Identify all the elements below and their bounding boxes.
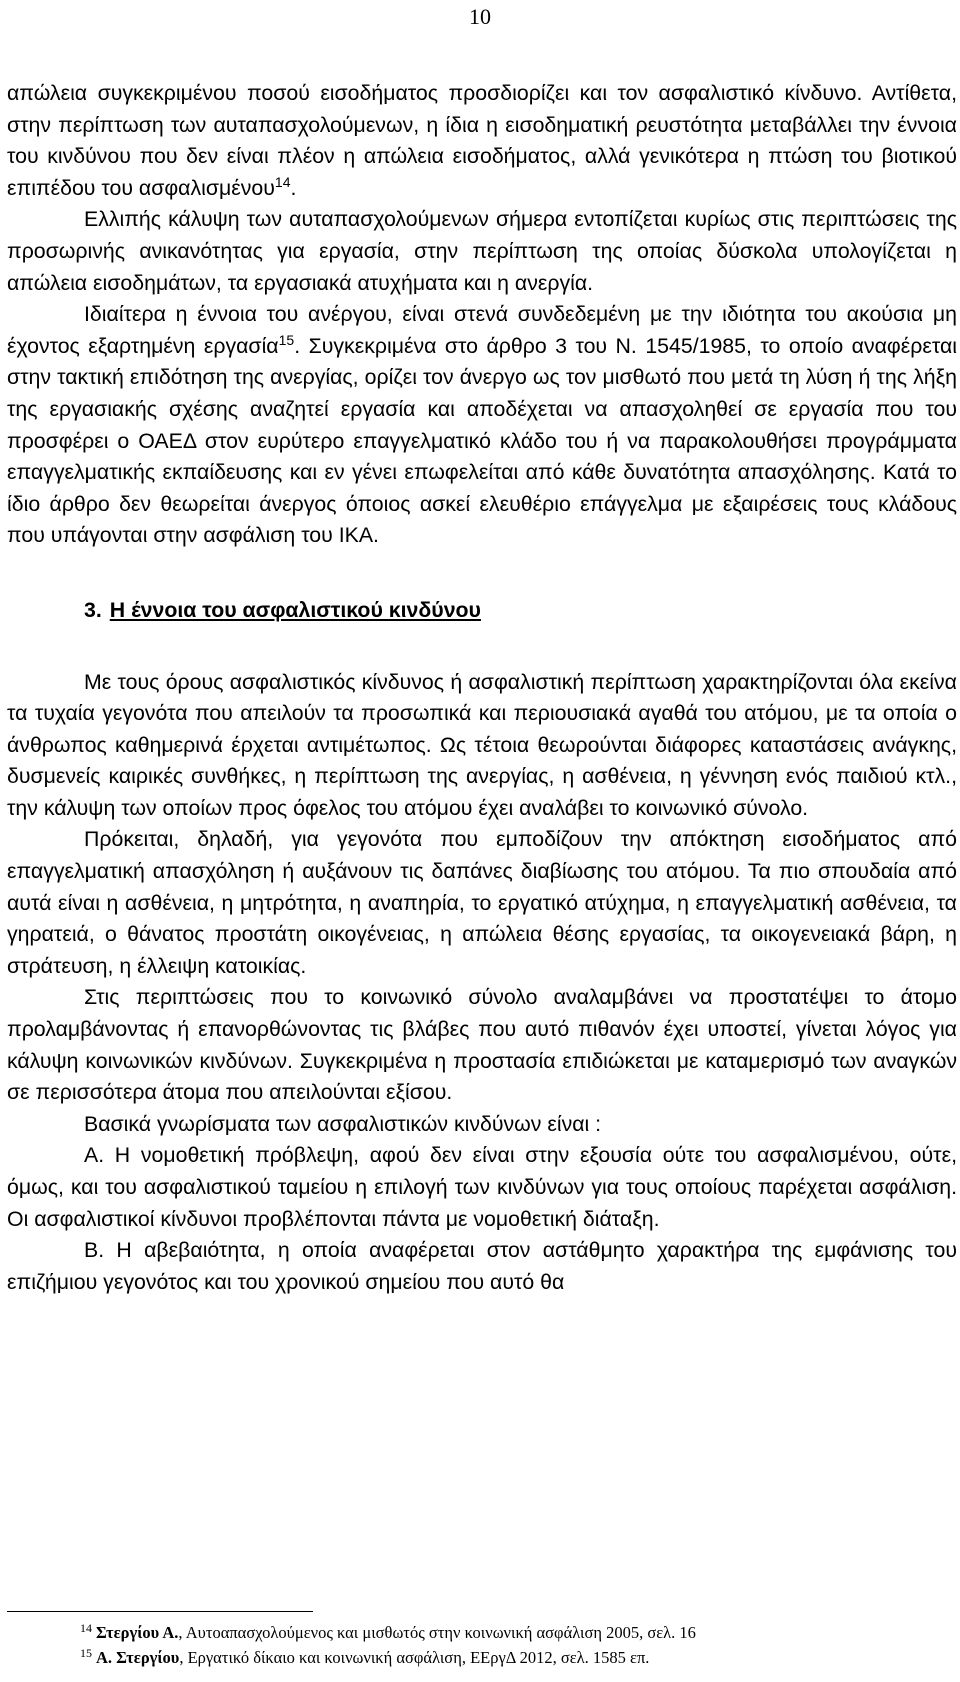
footnote-mark: 14 [80,1620,92,1635]
footnote-text: , Εργατικό δίκαιο και κοινωνική ασφάλιση, ΕΕργΔ 2012, σελ. 1585 επ. [179,1648,650,1667]
paragraph-characteristic-b: Β. Η αβεβαιότητα, η οποία αναφέρεται στον αστάθμητο χαρακτήρα της εμφάνισης του επιζήμιου γεγονότος και του χρονικού σημείου που αυτό θα [7,1238,957,1294]
paragraph-text: . Συγκεκριμένα στο άρθρο 3 του Ν. 1545/1985, το οποίο αναφέρεται στην τακτική επιδότηση της ανεργίας, ορίζει τον άνεργο ως τον μισθωτό που μετά τη λύση ή της λήξη της εργασιακής σχέσης αναζητεί εργασία και αποδέχεται να απασχοληθεί σε εργασία που του προσφέρει ο ΟΑΕΔ στον ευρύτερο επαγγελματικό κλάδο του ή να παρακολουθήσει προγράμματα επαγγελματικής εκπαίδευσης και εν γένει επωφελείται από κάθε δυνατότητα απασχόλησης. Κατά το ίδιο άρθρο δεν θεωρείται άνεργος όποιος ασκεί ελευθέριο επάγγελμα με εξαιρέσεις τους κλάδους που υπάγονται στην ασφάλιση του ΙΚΑ. [7,333,957,548]
section-heading [7,595,957,627]
paragraph-characteristics-intro: Βασικά γνωρίσματα των ασφαλιστικών κινδύνων είναι : [84,1111,602,1136]
footnote-author: Στεργίου Α. [96,1623,179,1642]
paragraph-risk-events: Πρόκειται, δηλαδή, για γεγονότα που εμποδίζουν την απόκτηση εισοδήματος από επαγγελματική απασχόληση ή αυξάνουν τις δαπάνες διαβίωσης του ατόμου. Τα πιο σπουδαία από αυτά είναι η ασθένεια, η μητρότητα, η αναπηρία, το εργατικό ατύχημα, η επαγγελματική ασθένεια, τα γηρατειά, ο θάνατος προστάτη οικογένειας, η απώλεια θέσης εργασίας, τα οικογενειακά βάρη, η στράτευση, η έλλειψη κατοικίας. [7,827,957,978]
footnote-text: , Αυτοαπασχολούμενος και μισθωτός στην κοινωνική ασφάλιση 2005, σελ. 16 [178,1623,696,1642]
footnote-ref-15: 15 [278,331,295,348]
paragraph-text: . [290,175,297,200]
paragraph-continuation [7,78,957,204]
footnote-14 [80,1620,950,1645]
footnotes [80,1620,950,1670]
footnote-ref-14: 14 [274,173,291,190]
footnote-mark: 15 [80,1645,92,1660]
footnote-divider [7,1611,313,1612]
paragraph-characteristic-a: Α. Η νομοθετική πρόβλεψη, αφού δεν είναι στην εξουσία ούτε του ασφαλισμένου, ούτε, όμως, και του ασφαλιστικού ταμείου η επιλογή των κινδύνων για τους οποίους παρέχεται ασφάλιση. Οι ασφαλιστικοί κίνδυνοι προβλέπονται πάντα με νομοθετική διάταξη. [7,1143,957,1231]
paragraph-self-employed-coverage: Ελλιπής κάλυψη των αυταπασχολούμενων σήμερα εντοπίζεται κυρίως στις περιπτώσεις της προσωρινής ανικανότητας για εργασία, στην περίπτωση της οποίας δύσκολα υπολογίζεται η απώλεια εισοδημάτων, τα εργασιακά ατυχήματα και η ανεργία. [7,207,957,295]
document-body [7,78,957,1298]
paragraph-unemployed-definition [7,299,957,552]
footnote-author: Α. Στεργίου [96,1648,180,1667]
paragraph-text: απώλεια συγκεκριμένου ποσού εισοδήματος προσδιορίζει και τον ασφαλιστικό κίνδυνο. Αντίθετα, στην περίπτωση των αυταπασχολούμενων, η ίδια η εισοδηματική ρευστότητα μεταβάλλει την έννοια του κινδύνου που δεν είναι πλέον η απώλεια εισοδήματος, αλλά γενικότερα η πτώση του βιοτικού επιπέδου του ασφαλισμένου [7,81,957,200]
paragraph-text: Ιδιαίτερα η έννοια του ανέργου, είναι στενά συνδεδεμένη με την ιδιότητα του ακούσια μη έχοντος εξαρτημένη εργασία [7,302,957,358]
paragraph-insurance-risk-definition: Με τους όρους ασφαλιστικός κίνδυνος ή ασφαλιστική περίπτωση χαρακτηρίζονται όλα εκείνα τα τυχαία γεγονότα που απειλούν τα προσωπικά και περιουσιακά αγαθά του ατόμου, με τα οποία ο άνθρωπος καθημερινά έρχεται αντιμέτωπος. Ως τέτοια θεωρούνται διάφορες καταστάσεις ανάγκης, δυσμενείς καιρικές συνθήκες, η περίπτωση της ανεργίας, η ασθένεια, η γέννηση ενός παιδιού κτλ., την κάλυψη των οποίων προς όφελος του ατόμου έχει αναλάβει το κοινωνικό σύνολο. [7,669,957,820]
page-number: 10 [469,4,491,29]
paragraph-social-risk-coverage: Στις περιπτώσεις που το κοινωνικό σύνολο αναλαμβάνει να προστατέψει το άτομο προλαμβάνοντας ή επανορθώνοντας τις βλάβες που αυτό πιθανόν έχει υποστεί, γίνεται λόγος για κάλυψη κοινωνικών κινδύνων. Συγκεκριμένα η προστασία επιδιώκεται με καταμερισμό των αναγκών σε περισσότερα άτομα που απειλούνται εξίσου. [7,985,957,1105]
footnote-15 [80,1645,950,1670]
section-number: 3. [84,597,102,622]
section-title: Η έννοια του ασφαλιστικού κινδύνου [109,597,481,622]
